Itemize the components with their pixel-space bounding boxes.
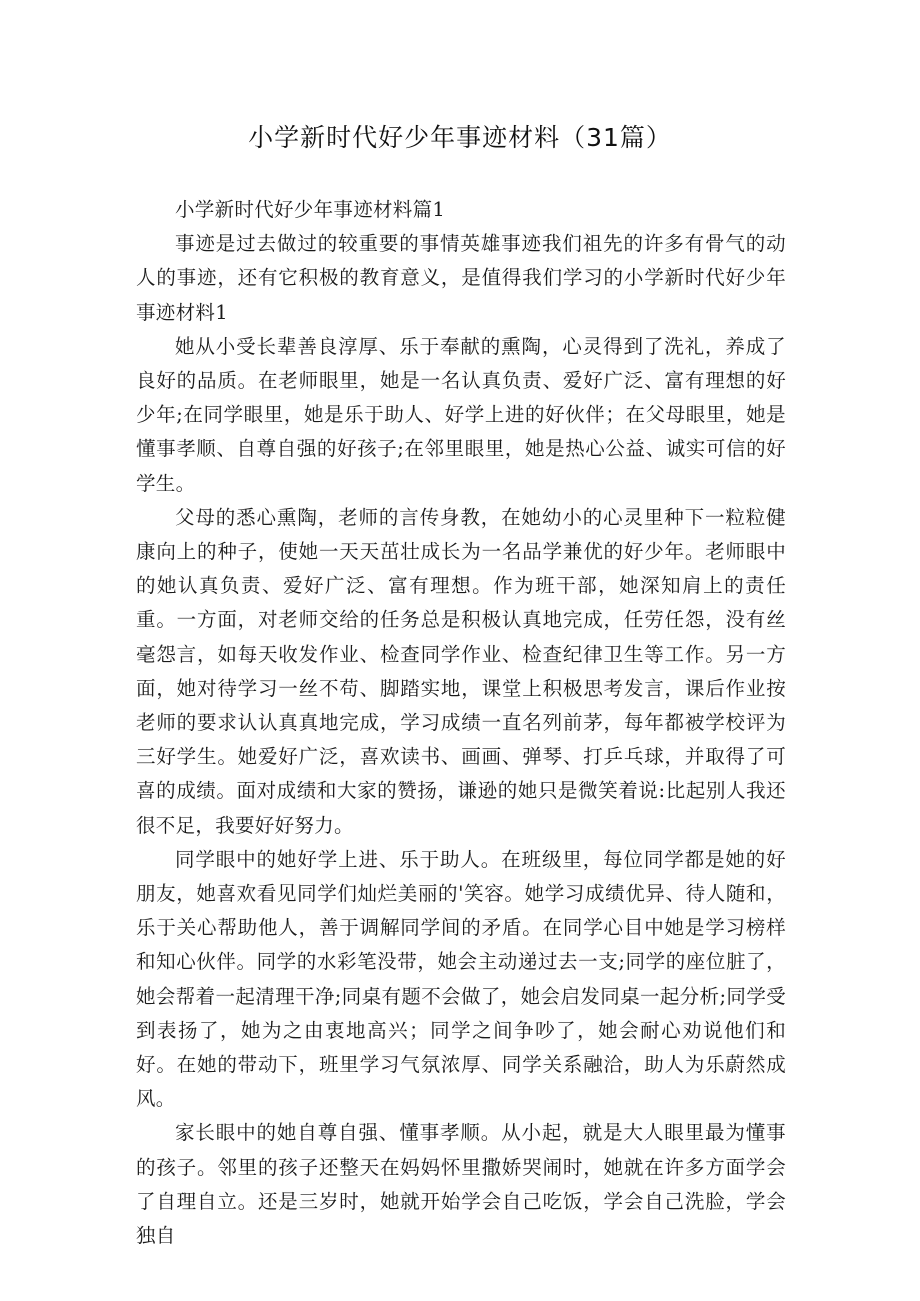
paragraph-classmate-view: 同学眼中的她好学上进、乐于助人。在班级里，每位同学都是她的好朋友，她喜欢看见同学们灿烂美丽的'笑容。她学习成绩优异、待人随和，乐于关心帮助他人，善于调解同学间的矛盾。在同学心目中她是学习榜样和知心伙伴。同学的水彩笔没带，她会主动递过去一支;同学的座位脏了，她会帮着一起清理干净;同桌有题不会做了，她会启发同桌一起分析;同学受到表扬了，她为之由衷地高兴；同学之间争吵了，她会耐心劝说他们和好。在她的带动下，班里学习气氛浓厚、同学关系融洽，助人为乐蔚然成风。 — [136, 847, 786, 1111]
section-heading: 小学新时代好少年事迹材料篇1 — [175, 198, 446, 221]
paragraph-parent-view: 家长眼中的她自尊自强、懂事孝顺。从小起，就是大人眼里最为懂事的孩子。邻里的孩子还整天在妈妈怀里撒娇哭闹时，她就在许多方面学会了自理自立。还是三岁时，她就开始学会自己吃饭，学会自己洗脸，学会独自 — [136, 1121, 786, 1248]
paragraph-teacher-view: 父母的悉心熏陶，老师的言传身教，在她幼小的心灵里种下一粒粒健康向上的种子，使她一天天茁壮成长为一名品学兼优的好少年。老师眼中的她认真负责、爱好广泛、富有理想。作为班干部，她深知肩上的责任重。一方面，对老师交给的任务总是积极认真地完成，任劳任怨，没有丝毫怨言，如每天收发作业、检查同学作业、检查纪律卫生等工作。另一方面，她对待学习一丝不苟、脚踏实地，课堂上积极思考发言，课后作业按老师的要求认认真真地完成，学习成绩一直名列前茅，每年都被学校评为三好学生。她爱好广泛，喜欢读书、画画、弹琴、打乒乓球，并取得了可喜的成绩。面对成绩和大家的赞扬，谦逊的她只是微笑着说:比起别人我还很不足，我要好好努力。 — [136, 505, 786, 837]
paragraph-upbringing: 她从小受长辈善良淳厚、乐于奉献的熏陶，心灵得到了洗礼，养成了良好的品质。在老师眼里，她是一名认真负责、爱好广泛、富有理想的好少年;在同学眼里，她是乐于助人、好学上进的好伙伴；在父母眼里，她是懂事孝顺、自尊自强的好孩子;在邻里眼里，她是热心公益、诚实可信的好学生。 — [136, 334, 786, 495]
document-body — [136, 193, 786, 1253]
document-title: 小学新时代好少年事迹材料（31篇） — [248, 123, 672, 152]
paragraph-intro: 事迹是过去做过的较重要的事情英雄事迹我们祖先的许多有骨气的动人的事迹，还有它积极的教育意义，是值得我们学习的小学新时代好少年事迹材料1 — [136, 232, 786, 324]
